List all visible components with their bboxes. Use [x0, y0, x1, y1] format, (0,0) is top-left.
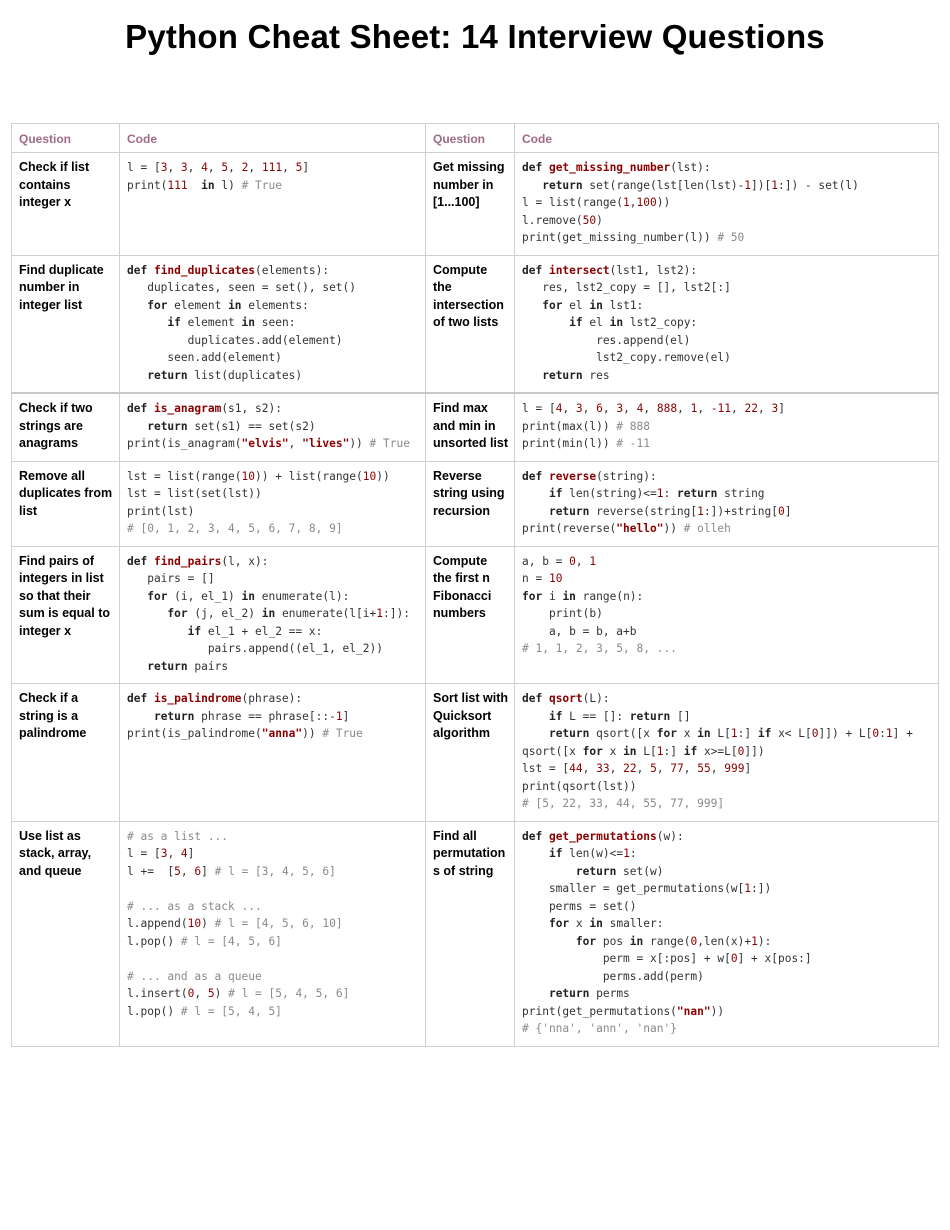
code-line: if el in lst2_copy: — [569, 316, 698, 329]
code-line: return list(duplicates) — [147, 368, 303, 382]
table-body — [12, 153, 939, 1047]
column-header-question: Question — [12, 124, 120, 153]
code-line: # as a list ... — [127, 829, 229, 843]
page-title: Python Cheat Sheet: 14 Interview Questions — [125, 18, 825, 55]
code-cell — [120, 255, 426, 393]
code-cell — [120, 821, 426, 1046]
code-line: l = list(range(1,100)) — [522, 196, 671, 209]
question-cell: Compute the first n Fibonacci numbers — [426, 546, 515, 684]
code-line: if len(w)<=1: — [548, 847, 637, 860]
code-line: # ... as a stack ... — [127, 899, 262, 913]
code-line: # {'nna', 'ann', 'nan'} — [522, 1022, 677, 1035]
code-line: for i in range(n): — [522, 589, 644, 603]
code-line: perm = x[:pos] + w[0] + x[pos:] — [522, 952, 812, 965]
code-line: a, b = b, a+b — [522, 624, 637, 638]
code-line: if len(string)<=1: return string — [548, 487, 765, 500]
code-line: if L == []: return [] — [548, 709, 691, 723]
code-cell — [515, 393, 939, 461]
code-line: def get_permutations(w): — [522, 829, 684, 843]
code-line: print(get_permutations("nan")) — [522, 1004, 725, 1018]
column-header-question: Question — [426, 124, 515, 153]
code-cell — [515, 461, 939, 546]
code-line: for x in smaller: — [548, 917, 664, 930]
code-cell — [515, 255, 939, 393]
code-line: pairs = [] — [127, 572, 215, 585]
question-cell: Check if two strings are anagrams — [12, 393, 120, 461]
table-row — [12, 153, 939, 256]
code-line: l = [3, 3, 4, 5, 2, 111, 5] — [127, 161, 310, 174]
code-line: def get_missing_number(lst): — [522, 161, 711, 174]
code-line: res.append(el) — [522, 333, 691, 347]
code-line: # ... and as a queue — [127, 969, 262, 983]
code-line: l.insert(0, 5) # l = [5, 4, 5, 6] — [127, 987, 350, 1000]
header-row — [12, 124, 939, 153]
code-line: return pairs — [147, 659, 229, 673]
code-line: # [0, 1, 2, 3, 4, 5, 6, 7, 8, 9] — [127, 522, 343, 535]
code-line: duplicates, seen = set(), set() — [127, 281, 357, 294]
table-row — [12, 393, 939, 461]
code-line: for el in lst1: — [542, 298, 644, 312]
column-header-code: Code — [515, 124, 939, 153]
code-line: return qsort([x for x in L[1:] if x< L[0]]) + L[0:1] + — [548, 727, 913, 740]
code-line: a, b = 0, 1 — [522, 554, 597, 568]
code-cell — [515, 821, 939, 1046]
code-line: # [5, 22, 33, 44, 55, 77, 999] — [522, 797, 725, 810]
code-line: for element in elements: — [147, 298, 309, 312]
code-line — [127, 880, 419, 898]
code-line: perms.add(perm) — [522, 969, 704, 983]
question-cell: Find max and min in unsorted list — [426, 393, 515, 461]
code-line: if element in seen: — [167, 316, 296, 329]
code-line: return set(s1) == set(s2) — [147, 419, 316, 433]
question-cell: Remove all duplicates from list — [12, 461, 120, 546]
code-line: return reverse(string[1:])+string[0] — [548, 504, 792, 518]
code-line: l.remove(50) — [522, 213, 603, 227]
code-line: print(111 in l) # True — [127, 178, 282, 192]
code-line: def find_pairs(l, x): — [127, 554, 269, 568]
code-line: def intersect(lst1, lst2): — [522, 263, 698, 277]
code-cell — [120, 393, 426, 461]
code-line: def find_duplicates(elements): — [127, 263, 330, 277]
question-cell: Compute the intersection of two lists — [426, 255, 515, 393]
code-line: print(max(l)) # 888 — [522, 419, 650, 433]
question-cell: Sort list with Quicksort algorithm — [426, 684, 515, 822]
code-line: lst2_copy.remove(el) — [522, 351, 731, 364]
code-line: def is_anagram(s1, s2): — [127, 402, 282, 415]
code-cell — [515, 684, 939, 822]
column-header-code: Code — [120, 124, 426, 153]
code-line: def is_palindrome(phrase): — [127, 692, 303, 705]
code-line: lst = list(set(lst)) — [127, 487, 262, 500]
code-line: for pos in range(0,len(x)+1): — [575, 934, 772, 948]
code-line: smaller = get_permutations(w[1:]) — [522, 882, 772, 895]
code-line: l += [5, 6] # l = [3, 4, 5, 6] — [127, 864, 336, 878]
code-line: l.pop() # l = [4, 5, 6] — [127, 934, 282, 948]
code-line: l = [3, 4] — [127, 847, 195, 860]
code-cell — [120, 153, 426, 256]
code-cell — [120, 461, 426, 546]
question-cell: Find pairs of integers in list so that their sum is equal to integer x — [12, 546, 120, 684]
code-line: print(lst) — [127, 504, 195, 518]
code-cell — [515, 546, 939, 684]
code-line: # 1, 1, 2, 3, 5, 8, ... — [522, 642, 677, 655]
code-line: if el_1 + el_2 == x: — [187, 624, 323, 638]
code-line: print(min(l)) # -11 — [522, 437, 650, 450]
question-cell: Use list as stack, array, and queue — [12, 821, 120, 1046]
code-line: n = 10 — [522, 572, 563, 585]
code-line: lst = [44, 33, 22, 5, 77, 55, 999] — [522, 762, 752, 775]
code-line: seen.add(element) — [127, 351, 282, 364]
code-line: return set(w) — [575, 864, 664, 878]
table-row — [12, 461, 939, 546]
code-line: print(is_anagram("elvis", "lives")) # True — [127, 437, 410, 450]
code-line: res, lst2_copy = [], lst2[:] — [522, 281, 731, 294]
question-cell: Find all permutation s of string — [426, 821, 515, 1046]
code-line: for (i, el_1) in enumerate(l): — [147, 589, 350, 603]
code-line: print(get_missing_number(l)) # 50 — [522, 231, 745, 244]
code-line: l = [4, 3, 6, 3, 4, 888, 1, -11, 22, 3] — [522, 402, 785, 415]
code-line: return res — [542, 368, 610, 382]
code-line: return set(range(lst[len(lst)-1])[1:]) - set(l) — [542, 178, 859, 192]
question-cell: Check if list contains integer x — [12, 153, 120, 256]
table-row — [12, 546, 939, 684]
code-line: l.append(10) # l = [4, 5, 6, 10] — [127, 917, 343, 930]
table-row — [12, 255, 939, 393]
question-cell: Check if a string is a palindrome — [12, 684, 120, 822]
code-line: lst = list(range(10)) + list(range(10)) — [127, 469, 390, 483]
code-line: print(reverse("hello")) # olleh — [522, 522, 731, 535]
code-cell — [120, 546, 426, 684]
code-line: perms = set() — [522, 899, 637, 913]
code-line: print(qsort(lst)) — [522, 779, 637, 793]
code-line — [127, 950, 419, 968]
question-cell: Reverse string using recursion — [426, 461, 515, 546]
code-line: return phrase == phrase[::-1] — [153, 709, 350, 723]
code-line: def qsort(L): — [522, 692, 610, 705]
code-cell — [120, 684, 426, 822]
code-line: duplicates.add(element) — [127, 333, 343, 347]
code-line: return perms — [548, 987, 630, 1000]
cheat-sheet-table — [11, 123, 939, 1047]
code-line: print(b) — [522, 607, 603, 620]
code-line: l.pop() # l = [5, 4, 5] — [127, 1004, 282, 1018]
question-cell: Find duplicate number in integer list — [12, 255, 120, 393]
table-row — [12, 684, 939, 822]
code-line: pairs.append((el_1, el_2)) — [127, 642, 383, 655]
question-cell: Get missing number in [1...100] — [426, 153, 515, 256]
code-line: print(is_palindrome("anna")) # True — [127, 727, 363, 740]
table-row — [12, 821, 939, 1046]
code-line: def reverse(string): — [522, 469, 657, 483]
code-cell — [515, 153, 939, 256]
code-line: for (j, el_2) in enumerate(l[i+1:]): — [167, 607, 410, 620]
code-line: qsort([x for x in L[1:] if x>=L[0]]) — [522, 744, 765, 758]
